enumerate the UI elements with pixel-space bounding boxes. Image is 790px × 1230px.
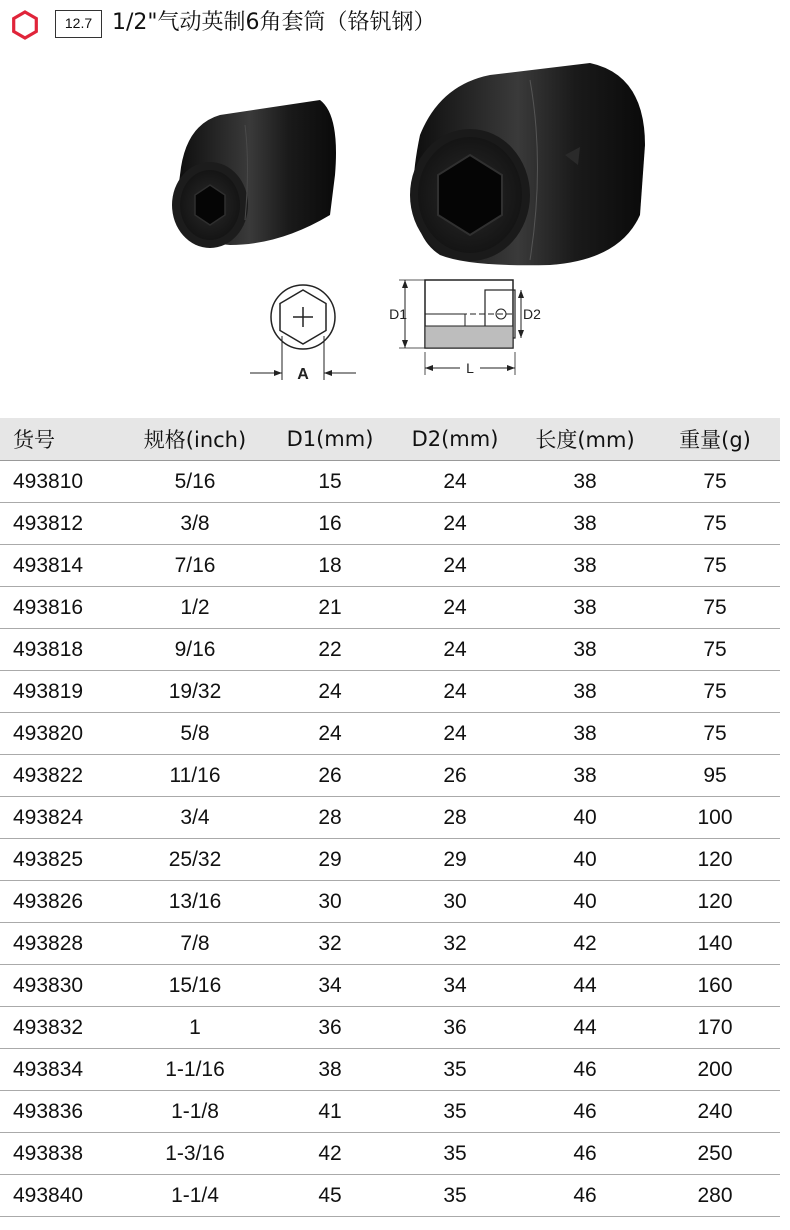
cell-weight: 120: [650, 881, 780, 923]
cell-spec: 5/8: [120, 713, 270, 755]
cell-item-no: 493840: [0, 1175, 120, 1217]
cell-length: 38: [520, 713, 650, 755]
cell-item-no: 493838: [0, 1133, 120, 1175]
cell-spec: 1-1/4: [120, 1175, 270, 1217]
cell-item-no: 493834: [0, 1049, 120, 1091]
table-row: [0, 797, 780, 839]
cell-item-no: 493818: [0, 629, 120, 671]
cell-d2: 32: [390, 923, 520, 965]
size-badge: 12.7: [55, 10, 102, 38]
cell-length: 44: [520, 1007, 650, 1049]
cell-d2: 35: [390, 1175, 520, 1217]
cell-d1: 38: [270, 1049, 390, 1091]
cell-spec: 15/16: [120, 965, 270, 1007]
cell-d1: 42: [270, 1133, 390, 1175]
cell-length: 38: [520, 587, 650, 629]
cell-d1: 24: [270, 713, 390, 755]
page-title: 1/2"气动英制6角套筒（铬钒钢）: [112, 10, 436, 35]
cell-weight: 100: [650, 797, 780, 839]
cell-d1: 22: [270, 629, 390, 671]
table-row: [0, 881, 780, 923]
cell-weight: 200: [650, 1049, 780, 1091]
front-view-diagram: [246, 280, 361, 390]
cell-weight: 280: [650, 1175, 780, 1217]
product-photo: [150, 55, 650, 270]
table-row: [0, 1091, 780, 1133]
cell-d2: 35: [390, 1133, 520, 1175]
cell-length: 38: [520, 461, 650, 503]
cell-spec: 5/16: [120, 461, 270, 503]
cell-spec: 7/16: [120, 545, 270, 587]
table-row: [0, 1007, 780, 1049]
cell-d1: 45: [270, 1175, 390, 1217]
cell-d1: 30: [270, 881, 390, 923]
cell-length: 38: [520, 545, 650, 587]
cell-item-no: 493810: [0, 461, 120, 503]
table-row: [0, 1133, 780, 1175]
cell-length: 38: [520, 755, 650, 797]
cell-item-no: 493812: [0, 503, 120, 545]
cell-d2: 28: [390, 797, 520, 839]
label-l: L: [466, 360, 474, 376]
cell-item-no: 493820: [0, 713, 120, 755]
cell-d2: 24: [390, 587, 520, 629]
table-row: [0, 587, 780, 629]
cell-length: 44: [520, 965, 650, 1007]
cell-spec: 11/16: [120, 755, 270, 797]
cell-spec: 1-1/16: [120, 1049, 270, 1091]
cell-d1: 21: [270, 587, 390, 629]
table-row: [0, 965, 780, 1007]
col-header-d2: D2(mm): [390, 418, 520, 461]
cell-d1: 41: [270, 1091, 390, 1133]
cell-item-no: 493822: [0, 755, 120, 797]
cell-d1: 16: [270, 503, 390, 545]
cell-spec: 1-1/8: [120, 1091, 270, 1133]
table-row: [0, 713, 780, 755]
large-socket-image: [410, 63, 645, 265]
cell-length: 40: [520, 881, 650, 923]
cell-d2: 24: [390, 713, 520, 755]
table-body: [0, 461, 780, 1217]
cell-d2: 24: [390, 503, 520, 545]
side-view-diagram: [385, 270, 555, 380]
cell-spec: 9/16: [120, 629, 270, 671]
cell-d2: 24: [390, 671, 520, 713]
cell-spec: 3/4: [120, 797, 270, 839]
cell-length: 42: [520, 923, 650, 965]
cell-d2: 29: [390, 839, 520, 881]
cell-length: 38: [520, 503, 650, 545]
cell-weight: 120: [650, 839, 780, 881]
col-header-d1: D1(mm): [270, 418, 390, 461]
cell-spec: 1-3/16: [120, 1133, 270, 1175]
cell-length: 40: [520, 797, 650, 839]
cell-length: 46: [520, 1175, 650, 1217]
cell-d2: 35: [390, 1049, 520, 1091]
spec-table-container: [0, 418, 790, 1217]
cell-item-no: 493830: [0, 965, 120, 1007]
cell-spec: 7/8: [120, 923, 270, 965]
cell-item-no: 493819: [0, 671, 120, 713]
col-header-weight: 重量(g): [650, 418, 780, 461]
cell-d1: 28: [270, 797, 390, 839]
table-header-row: [0, 418, 780, 461]
cell-item-no: 493825: [0, 839, 120, 881]
table-row: [0, 671, 780, 713]
cell-weight: 75: [650, 461, 780, 503]
cell-item-no: 493836: [0, 1091, 120, 1133]
cell-d1: 29: [270, 839, 390, 881]
table-row: [0, 755, 780, 797]
page-header: [0, 0, 790, 50]
table-row: [0, 461, 780, 503]
cell-weight: 140: [650, 923, 780, 965]
cell-weight: 75: [650, 629, 780, 671]
cell-weight: 75: [650, 503, 780, 545]
cell-d1: 24: [270, 671, 390, 713]
cell-length: 38: [520, 671, 650, 713]
cell-spec: 1/2: [120, 587, 270, 629]
cell-d2: 24: [390, 545, 520, 587]
cell-length: 46: [520, 1091, 650, 1133]
col-header-length: 长度(mm): [520, 418, 650, 461]
cell-weight: 75: [650, 671, 780, 713]
cell-d2: 24: [390, 461, 520, 503]
cell-item-no: 493814: [0, 545, 120, 587]
cell-weight: 160: [650, 965, 780, 1007]
cell-spec: 19/32: [120, 671, 270, 713]
cell-d2: 34: [390, 965, 520, 1007]
hexagon-icon: [10, 10, 40, 40]
spec-table: [0, 418, 780, 1217]
label-d2: D2: [523, 306, 541, 322]
cell-d2: 36: [390, 1007, 520, 1049]
cell-weight: 240: [650, 1091, 780, 1133]
cell-spec: 3/8: [120, 503, 270, 545]
col-header-spec: 规格(inch): [120, 418, 270, 461]
cell-length: 46: [520, 1049, 650, 1091]
cell-weight: 75: [650, 713, 780, 755]
col-header-item-no: 货号: [0, 418, 120, 461]
table-row: [0, 1175, 780, 1217]
cell-item-no: 493828: [0, 923, 120, 965]
cell-weight: 75: [650, 545, 780, 587]
table-row: [0, 923, 780, 965]
cell-weight: 250: [650, 1133, 780, 1175]
cell-spec: 1: [120, 1007, 270, 1049]
cell-d2: 35: [390, 1091, 520, 1133]
cell-item-no: 493832: [0, 1007, 120, 1049]
table-row: [0, 1049, 780, 1091]
table-row: [0, 503, 780, 545]
cell-d1: 18: [270, 545, 390, 587]
small-socket-image: [172, 100, 336, 248]
cell-d2: 24: [390, 629, 520, 671]
table-row: [0, 629, 780, 671]
cell-d1: 15: [270, 461, 390, 503]
cell-length: 40: [520, 839, 650, 881]
cell-item-no: 493824: [0, 797, 120, 839]
label-d1: D1: [389, 306, 407, 322]
cell-weight: 170: [650, 1007, 780, 1049]
cell-d1: 32: [270, 923, 390, 965]
cell-d1: 26: [270, 755, 390, 797]
cell-d2: 30: [390, 881, 520, 923]
table-row: [0, 545, 780, 587]
cell-item-no: 493826: [0, 881, 120, 923]
cell-length: 46: [520, 1133, 650, 1175]
cell-weight: 95: [650, 755, 780, 797]
cell-spec: 25/32: [120, 839, 270, 881]
cell-d1: 36: [270, 1007, 390, 1049]
cell-item-no: 493816: [0, 587, 120, 629]
cell-weight: 75: [650, 587, 780, 629]
label-a: A: [297, 366, 309, 383]
table-row: [0, 839, 780, 881]
cell-d1: 34: [270, 965, 390, 1007]
cell-spec: 13/16: [120, 881, 270, 923]
cell-length: 38: [520, 629, 650, 671]
cell-d2: 26: [390, 755, 520, 797]
